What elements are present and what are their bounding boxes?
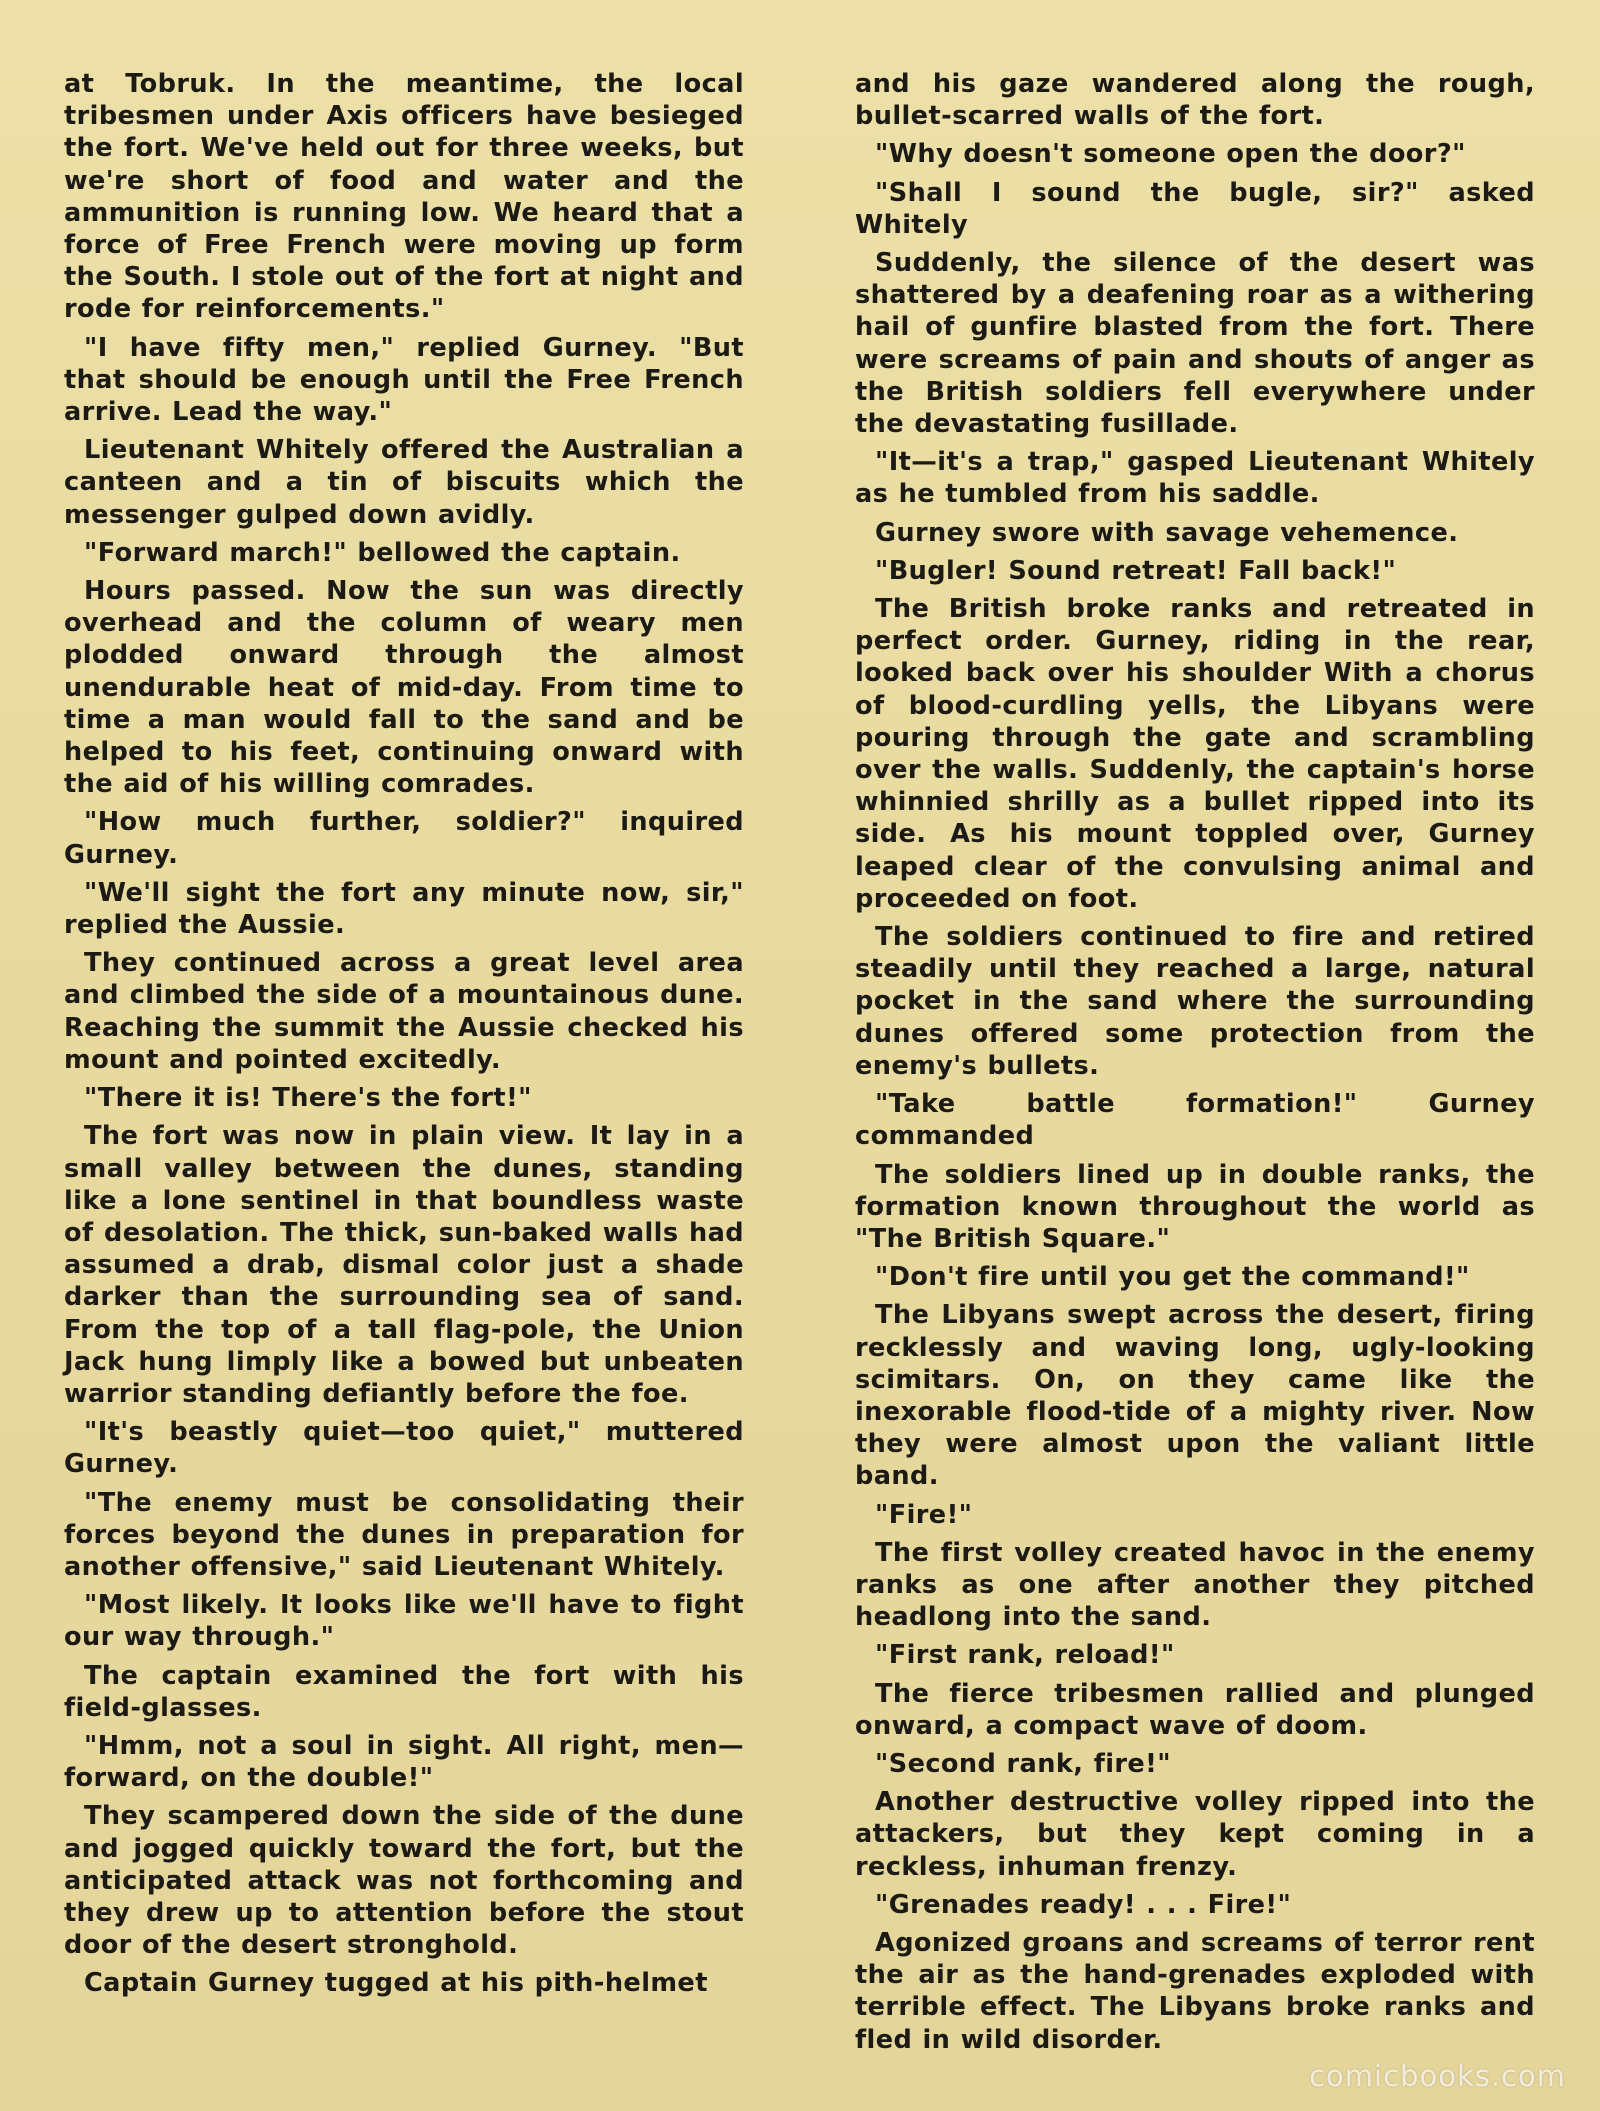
story-paragraph: "It's beastly quiet—too quiet," muttered Gurney. [64,1417,744,1480]
story-paragraph: Gurney swore with savage vehemence. [875,517,1459,548]
story-paragraph: "Shall I sound the bugle, sir?" asked Whitely [855,177,1535,240]
story-paragraph: "Grenades ready! . . . Fire!" [875,1889,1292,1920]
right-text-column [855,68,1535,2062]
story-paragraph: "Second rank, fire!" [875,1748,1171,1779]
story-paragraph: Captain Gurney tugged at his pith-helmet [84,1968,708,1999]
story-paragraph: The fierce tribesmen rallied and plunged onward, a compact wave of doom. [855,1678,1535,1741]
story-paragraph: The British broke ranks and retreated in perfect order. Gurney, riding in the rear, looked back over his shoulder With a chorus of blood-curdling yells, the Libyans were pouring through the gate and scrambling over the walls. Suddenly, the captain's horse whinnied shrilly as a bullet ripped into its side. As his mount toppled over, Gurney leaped clear of the convulsing animal and proceeded on foot. [855,594,1535,914]
story-paragraph: "How much further, soldier?" inquired Gurney. [64,807,744,870]
story-paragraph: and his gaze wandered along the rough, bullet-scarred walls of the fort. [855,69,1535,132]
site-watermark: comicbooks.com [1309,2059,1566,2093]
story-paragraph: "Forward march!" bellowed the captain. [84,537,681,568]
story-paragraph: Hours passed. Now the sun was directly overhead and the column of weary men plodded onward through the almost unendurable heat of mid-day. From time to time a man would fall to the sand and be helped to his feet, continuing onward with the aid of his willing comrades. [64,576,744,800]
story-paragraph: The soldiers continued to fire and retired steadily until they reached a large, natural pocket in the sand where the surrounding dunes offered some protection from the enemy's bullets. [855,922,1535,1081]
story-paragraph: "Take battle formation!" Gurney commanded [855,1089,1535,1152]
story-paragraph: Suddenly, the silence of the desert was shattered by a deafening roar as a withering hail of gunfire blasted from the fort. There were screams of pain and shouts of anger as the British soldiers fell everywhere under the devastating fusillade. [855,248,1535,440]
story-paragraph: Agonized groans and screams of terror rent the air as the hand-grenades exploded with terrible effect. The Libyans broke ranks and fled in wild disorder. [855,1927,1535,2055]
story-paragraph: "Fire!" [875,1499,973,1530]
story-paragraph: "It—it's a trap," gasped Lieutenant Whitely as he tumbled from his saddle. [855,447,1535,510]
story-paragraph: The captain examined the fort with his field-glasses. [64,1660,744,1723]
story-paragraph: "Why doesn't someone open the door?" [875,139,1466,170]
left-text-column [64,68,744,2006]
story-paragraph: The fort was now in plain view. It lay in a small valley between the dunes, standing like a lone sentinel in that boundless waste of desolation. The thick, sun-baked walls had assumed a drab, dismal color just a shade darker than the surrounding sea of sand. From the top of a tall flag-pole, the Union Jack hung limply like a bowed but unbeaten warrior standing defiantly before the foe. [64,1121,744,1409]
story-paragraph: "We'll sight the fort any minute now, sir," replied the Aussie. [64,877,744,941]
story-paragraph: at Tobruk. In the meantime, the local tribesmen under Axis officers have besieged the fort. We've held out for three weeks, but we're short of food and water and the ammunition is running low. We heard that a force of Free French were moving up form the South. I stole out of the fort at night and rode for reinforcements." [64,69,744,325]
story-paragraph: "Don't fire until you get the command!" [875,1262,1470,1293]
story-paragraph: "There it is! There's the fort!" [84,1083,532,1114]
story-paragraph: Lieutenant Whitely offered the Australian a canteen and a tin of biscuits which the messenger gulped down avidly. [64,435,744,530]
story-paragraph: They continued across a great level area and climbed the side of a mountainous dune. Reaching the summit the Aussie checked his mount and pointed excitedly. [64,948,744,1075]
story-paragraph: The Libyans swept across the desert, firing recklessly and waving long, ugly-looking scimitars. On, on they came like the inexorable flood-tide of a mighty river. Now they were almost upon the valiant little band. [855,1300,1535,1492]
story-paragraph: "I have fifty men," replied Gurney. "But that should be enough until the Free French arrive. Lead the way." [64,332,744,428]
story-paragraph: Another destructive volley ripped into the attackers, but they kept coming in a reckless, inhuman frenzy. [855,1787,1535,1882]
story-paragraph: "Most likely. It looks like we'll have to fight our way through." [64,1590,744,1653]
story-paragraph: The soldiers lined up in double ranks, the formation known throughout the world as "The British Square." [855,1159,1535,1254]
story-paragraph: They scampered down the side of the dune and jogged quickly toward the fort, but the anticipated attack was not forthcoming and they drew up to attention before the stout door of the desert stronghold. [64,1801,744,1961]
story-paragraph: "Hmm, not a soul in sight. All right, men—forward, on the double!" [64,1730,744,1794]
story-paragraph: "Bugler! Sound retreat! Fall back!" [875,555,1397,586]
story-paragraph: "The enemy must be consolidating their forces beyond the dunes in preparation for another offensive," said Lieutenant Whitely. [64,1487,744,1582]
story-paragraph: "First rank, reload!" [875,1640,1175,1671]
story-paragraph: The first volley created havoc in the enemy ranks as one after another they pitched headlong into the sand. [855,1537,1535,1633]
